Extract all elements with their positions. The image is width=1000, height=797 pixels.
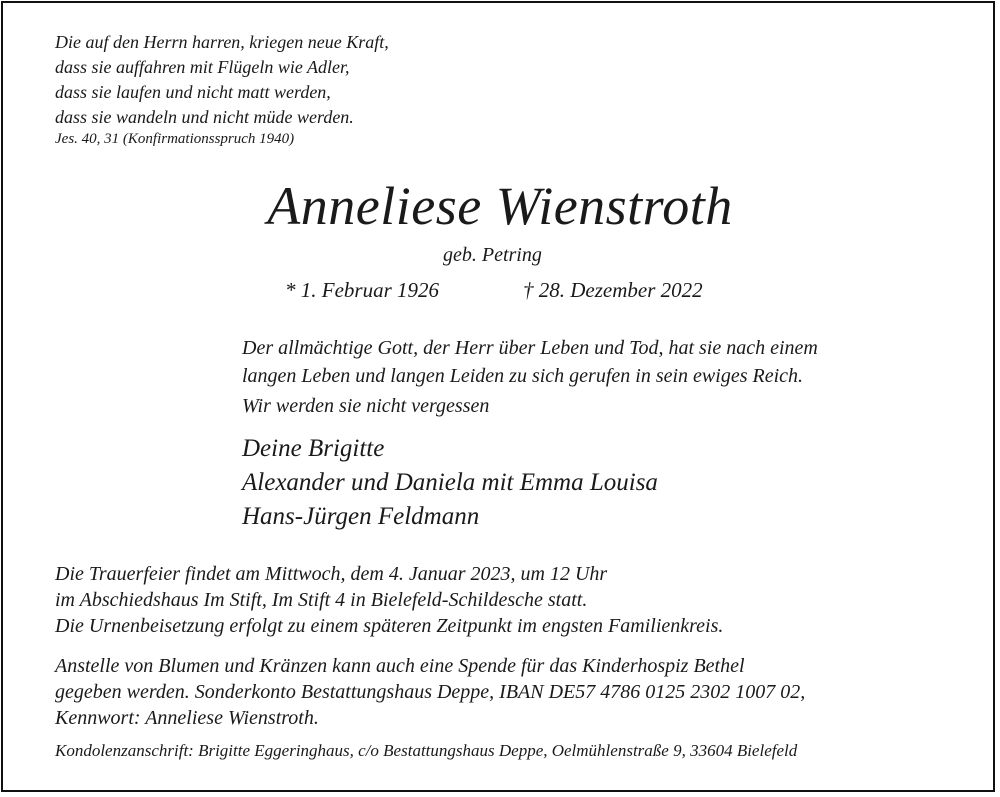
verse-reference: Jes. 40, 31 (Konfirmationsspruch 1940) (55, 131, 295, 147)
message-line: Der allmächtige Gott, der Herr über Leben und Tod, hat sie nach einem (242, 337, 818, 359)
mourner-name: Deine Brigitte (242, 435, 385, 462)
donation-line: Anstelle von Blumen und Kränzen kann auch eine Spende für das Kinderhospiz Bethel (55, 655, 745, 677)
condolence-address: Kondolenzanschrift: Brigitte Eggeringhaus, c/o Bestattungshaus Deppe, Oelmühlenstraße 9, 33604 Bielefeld (55, 741, 798, 760)
verse-line: Die auf den Herrn harren, kriegen neue Kraft, (55, 32, 389, 52)
birth-date: * 1. Februar 1926 (285, 278, 439, 302)
donation-line: Kennwort: Anneliese Wienstroth. (55, 707, 319, 729)
funeral-line: Die Trauerfeier findet am Mittwoch, dem 4. Januar 2023, um 12 Uhr (55, 563, 608, 585)
memorial-message (242, 334, 818, 390)
funeral-line: Die Urnenbeisetzung erfolgt zu einem späteren Zeitpunkt im engsten Familienkreis. (55, 615, 724, 637)
funeral-line: im Abschiedshaus Im Stift, Im Stift 4 in Bielefeld-Schildesche statt. (55, 589, 588, 611)
remember-line: Wir werden sie nicht vergessen (242, 395, 490, 417)
funeral-details (55, 561, 723, 639)
mourners-list (242, 432, 658, 534)
deceased-name: Anneliese Wienstroth (267, 176, 733, 236)
donation-details (55, 653, 805, 731)
bible-verse (55, 30, 389, 130)
death-date: † 28. Dezember 2022 (523, 278, 703, 302)
message-line: langen Leben und langen Leiden zu sich gerufen in sein ewiges Reich. (242, 365, 804, 387)
verse-line: dass sie wandeln und nicht müde werden. (55, 107, 354, 127)
verse-line: dass sie laufen und nicht matt werden, (55, 82, 331, 102)
donation-line: gegeben werden. Sonderkonto Bestattungshaus Deppe, IBAN DE57 4786 0125 2302 1007 02, (55, 681, 806, 703)
mourner-name: Alexander und Daniela mit Emma Louisa (242, 469, 658, 496)
mourner-name: Hans-Jürgen Feldmann (242, 503, 480, 530)
verse-line: dass sie auffahren mit Flügeln wie Adler, (55, 57, 350, 77)
maiden-name: geb. Petring (443, 244, 542, 266)
